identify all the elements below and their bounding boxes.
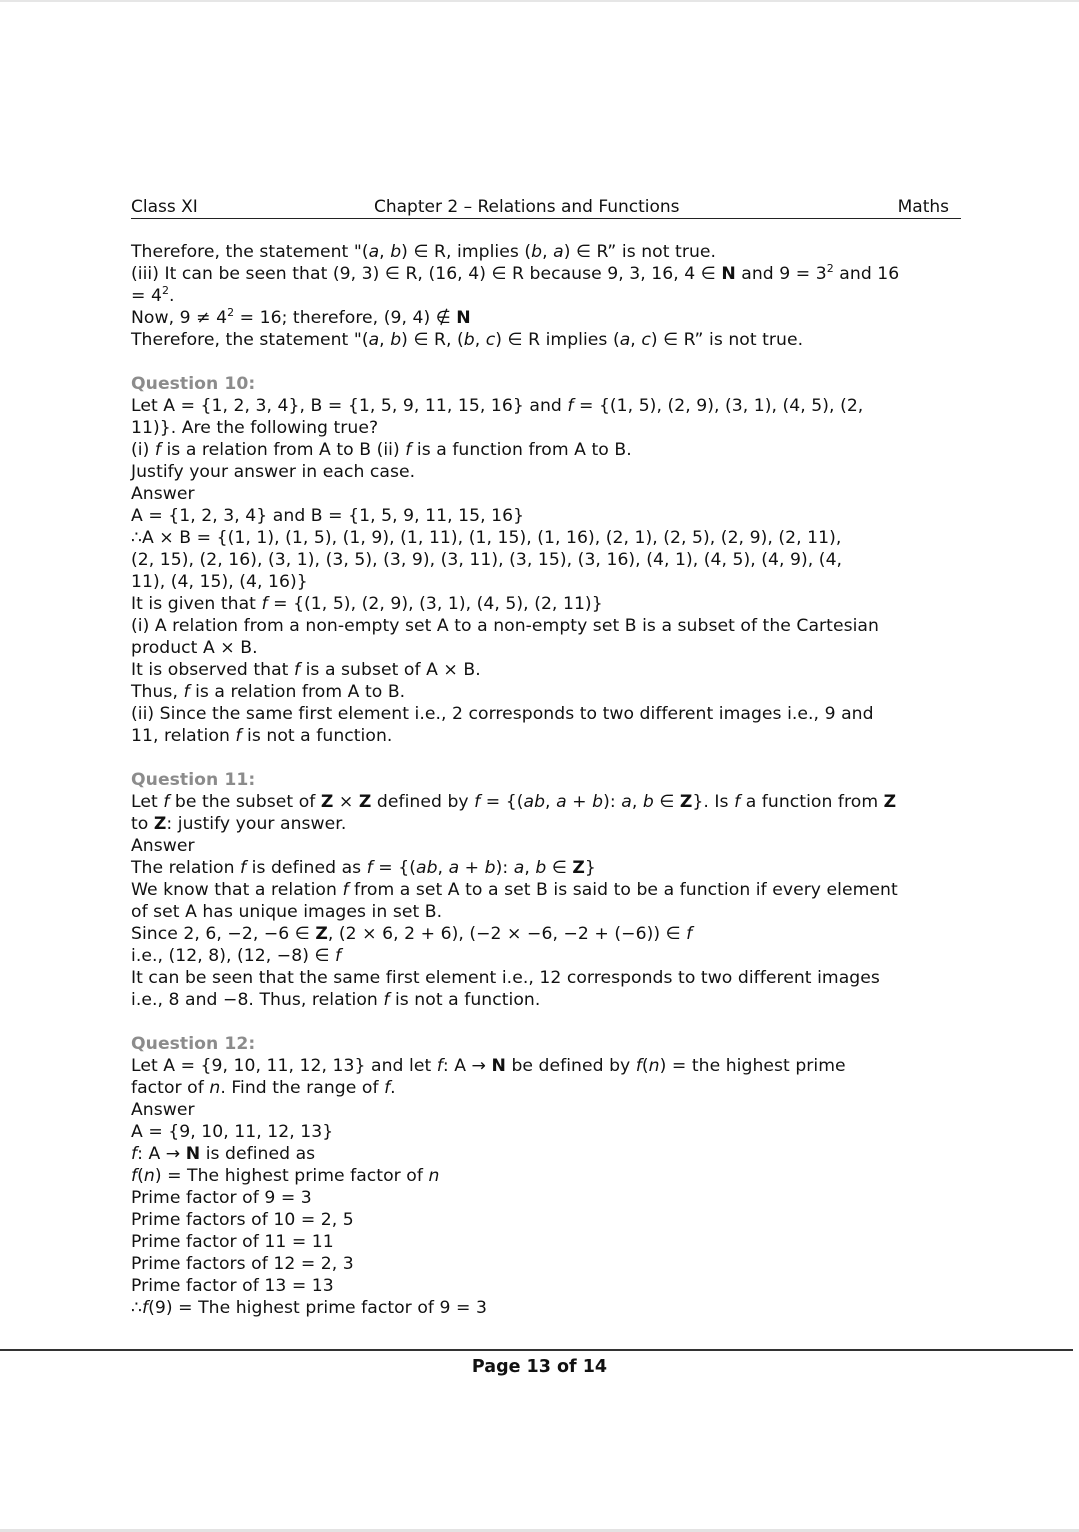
question-lines: [131, 1055, 961, 1319]
text-line: A = {9, 10, 11, 12, 13}: [131, 1122, 334, 1142]
text-line: It is observed that f is a subset of A × B.: [131, 660, 481, 680]
header-subject: Maths: [897, 197, 949, 217]
text-line: It can be seen that the same first element i.e., 12 corresponds to two different images: [131, 968, 880, 988]
text-line: i.e., (12, 8), (12, −8) ∈ f: [131, 946, 342, 966]
text-line: (i) A relation from a non-empty set A to a non-empty set B is a subset of the Cartesian: [131, 616, 879, 636]
text-line: f: A → N is defined as: [131, 1144, 316, 1164]
question-12: [131, 1033, 961, 1319]
question-lines: [131, 395, 961, 747]
text-line: Prime factor of 13 = 13: [131, 1276, 334, 1296]
text-line: Prime factors of 10 = 2, 5: [131, 1210, 354, 1230]
text-line: Answer: [131, 836, 195, 856]
question-heading: Question 11:: [131, 770, 256, 790]
text-line: factor of n. Find the range of f.: [131, 1078, 396, 1098]
text-line: f(n) = The highest prime factor of n: [131, 1166, 440, 1186]
text-line: 11)}. Are the following true?: [131, 418, 379, 438]
text-line: Therefore, the statement "(a, b) ∈ R, implies (b, a) ∈ R” is not true.: [131, 242, 717, 262]
text-line: i.e., 8 and −8. Thus, relation f is not a function.: [131, 990, 541, 1010]
spacer: [131, 351, 961, 373]
text-line: Let f be the subset of Z × Z defined by f = {(ab, a + b): a, b ∈ Z}. Is f a function from Z: [131, 792, 897, 812]
header-chapter: Chapter 2 – Relations and Functions: [374, 197, 680, 217]
text-line: Therefore, the statement "(a, b) ∈ R, (b, c) ∈ R implies (a, c) ∈ R” is not true.: [131, 330, 804, 350]
page-number: Page 13 of 14: [471, 1357, 608, 1377]
text-line: = $4^2$.: [131, 284, 175, 306]
text-line: ∴f(9) = The highest prime factor of 9 = 3: [131, 1298, 487, 1318]
text-line: It is given that f = {(1, 5), (2, 9), (3, 1), (4, 5), (2, 11)}: [131, 594, 603, 614]
question-heading: Question 12:: [131, 1034, 256, 1054]
question-10: [131, 373, 961, 747]
header-class: Class XI: [131, 197, 198, 217]
text-line: (2, 15), (2, 16), (3, 1), (3, 5), (3, 9), (3, 11), (3, 15), (3, 16), (4, 1), (4, 5), (4, 9), (4,: [131, 550, 843, 570]
text-line: (iii) It can be seen that (9, 3) ∈ R, (16, 4) ∈ R because 9, 3, 16, 4 ∈ N and $9 = 3^2$ and 16: [131, 262, 900, 284]
text-line: of set A has unique images in set B.: [131, 902, 443, 922]
text-line: Now, $9 \ne 4^2 = 16$; therefore, (9, 4) ∉ N: [131, 306, 471, 328]
text-line: (i) f is a relation from A to B (ii) f is a function from A to B.: [131, 440, 632, 460]
question-lines: [131, 791, 961, 1011]
page-header: [131, 196, 961, 219]
spacer: [131, 747, 961, 769]
text-line: The relation f is defined as f = {(ab, a + b): a, b ∈ Z}: [131, 858, 596, 878]
text-line: Let A = {9, 10, 11, 12, 13} and let f: A → N be defined by f(n) = the highest prime: [131, 1056, 846, 1076]
text-line: 11, relation f is not a function.: [131, 726, 393, 746]
question-11: [131, 769, 961, 1011]
text-line: Let A = {1, 2, 3, 4}, B = {1, 5, 9, 11, 15, 16} and f = {(1, 5), (2, 9), (3, 1), (4, 5), (2,: [131, 396, 864, 416]
text-line: Prime factors of 12 = 2, 3: [131, 1254, 354, 1274]
text-line: (ii) Since the same first element i.e., 2 corresponds to two different images i.e., 9 and: [131, 704, 874, 724]
page-top-border: [0, 0, 1079, 2]
text-line: Prime factor of 11 = 11: [131, 1232, 334, 1252]
footer-rule: [0, 1349, 1073, 1351]
text-line: Answer: [131, 1100, 195, 1120]
continuation-block: [131, 241, 961, 351]
text-line: ∴A × B = {(1, 1), (1, 5), (1, 9), (1, 11), (1, 15), (1, 16), (2, 1), (2, 5), (2, 9), (2, 11),: [131, 528, 842, 548]
text-line: Answer: [131, 484, 195, 504]
text-line: Since 2, 6, −2, −6 ∈ Z, (2 × 6, 2 + 6), (−2 × −6, −2 + (−6)) ∈ f: [131, 924, 693, 944]
text-line: 11), (4, 15), (4, 16)}: [131, 572, 308, 592]
text-line: Thus, f is a relation from A to B.: [131, 682, 406, 702]
text-line: to Z: justify your answer.: [131, 814, 347, 834]
question-heading: Question 10:: [131, 374, 256, 394]
text-line: product A × B.: [131, 638, 258, 658]
text-line: Prime factor of 9 = 3: [131, 1188, 312, 1208]
spacer: [131, 1011, 961, 1033]
text-line: Justify your answer in each case.: [131, 462, 416, 482]
page-content: [131, 241, 961, 1319]
text-line: A = {1, 2, 3, 4} and B = {1, 5, 9, 11, 15, 16}: [131, 506, 525, 526]
text-line: We know that a relation f from a set A to a set B is said to be a function if every element: [131, 880, 898, 900]
